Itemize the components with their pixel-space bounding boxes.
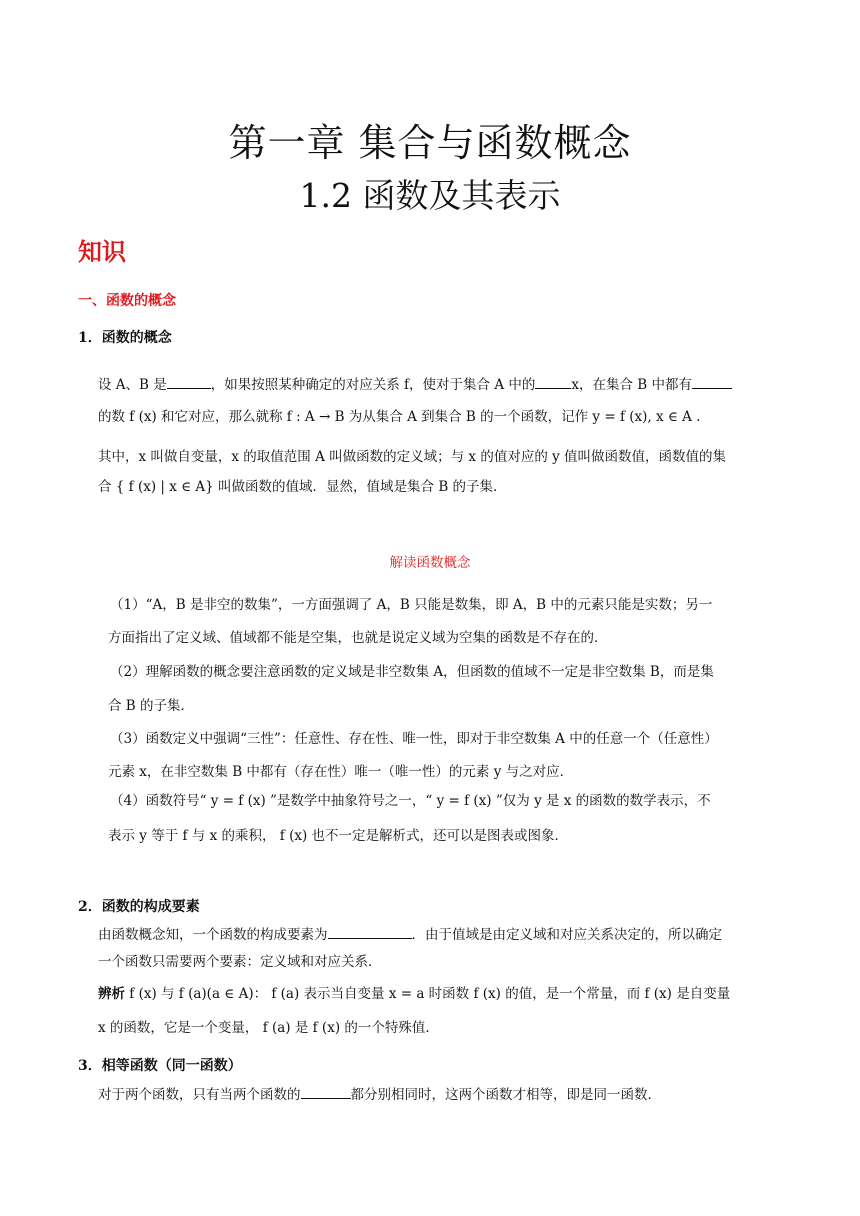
item3-heading: 3．相等函数（同一函数）	[78, 1058, 242, 1074]
item3-line1	[98, 1086, 661, 1103]
interpret-p1-line2: 方面指出了定义域、值域都不能是空集，也就是说定义域为空集的函数是不存在的．	[108, 630, 608, 646]
item2-line3	[98, 988, 730, 1002]
interpret-p3-line1: （3）函数定义中强调“三性”：任意性、存在性、唯一性，即对于非空数集 A 中的任意一个（任意性）	[110, 731, 718, 747]
item3-line1-a: 对于两个函数，只有当两个函数的	[98, 1087, 301, 1103]
part1-heading: 一、函数的概念	[78, 293, 176, 309]
item1-line1	[98, 376, 732, 393]
analysis-label: 辨析	[98, 986, 125, 1002]
item1-line3: 其中，x 叫做自变量，x 的取值范围 A 叫做函数的定义域；与 x 的值对应的 y 值叫做函数值，函数值的集	[98, 449, 727, 465]
item2-line2: 一个函数只需要两个要素：定义域和对应关系．	[98, 954, 382, 970]
item2-line1-a: 由函数概念知，一个函数的构成要素为	[98, 927, 328, 943]
item1-line2: 的数 f (x) 和它对应，那么就称 f : A → B 为从集合 A 到集合 B 的一个函数，记作 y = f (x), x ∈ A .	[98, 409, 701, 425]
blank-3	[692, 376, 732, 389]
interpret-p1-line1: （1）“A，B 是非空的数集”，一方面强调了 A，B 只能是数集，即 A，B 中的元素只能是实数；另一	[110, 597, 713, 613]
item2-line1	[98, 926, 722, 943]
chapter-title: 第一章 集合与函数概念	[228, 121, 632, 165]
blank-5	[301, 1086, 351, 1099]
interpret-p2-line1: （2）理解函数的概念要注意函数的定义域是非空数集 A，但函数的值域不一定是非空数集 B，而是集	[110, 664, 714, 680]
item1-heading: 1．函数的概念	[78, 330, 172, 346]
item2-line4: x 的函数，它是一个变量， f (a) 是 f (x) 的一个特殊值．	[98, 1020, 439, 1036]
interpret-p3-line2: 元素 x，在非空数集 B 中都有（存在性）唯一（唯一性）的元素 y 与之对应．	[108, 764, 574, 780]
item2-line3-rest: f (x) 与 f (a)(a ∈ A)： f (a) 表示当自变量 x = a 时函数 f (x) 的值，是一个常量，而 f (x) 是自变量	[125, 986, 731, 1002]
blank-1	[167, 376, 211, 389]
knowledge-heading: 知识	[78, 237, 126, 266]
item1-line1-c: x，在集合 B 中都有	[571, 377, 693, 393]
item1-line1-a: 设 A、B 是	[98, 377, 167, 393]
section-title: 1.2 函数及其表示	[299, 176, 561, 215]
blank-4	[328, 926, 412, 939]
item1-line4: 合 { f (x) | x ∈ A} 叫做函数的值域．显然，值域是集合 B 的子集．	[98, 479, 507, 495]
interpret-p4-line1: （4）函数符号“ y = f (x) ”是数学中抽象符号之一，“ y = f (x) ”仅为 y 是 x 的函数的数学表示，不	[110, 793, 711, 809]
interpret-p4-line2: 表示 y 等于 f 与 x 的乘积， f (x) 也不一定是解析式，还可以是图表或图象．	[108, 828, 569, 844]
item2-heading: 2．函数的构成要素	[78, 899, 200, 915]
interpret-p2-line2: 合 B 的子集．	[108, 698, 195, 714]
item1-line1-b: ，如果按照某种确定的对应关系 f，使对于集合 A 中的	[210, 377, 536, 393]
item3-line1-b: 都分别相同时，这两个函数才相等，即是同一函数．	[350, 1087, 661, 1103]
blank-2	[535, 376, 571, 389]
interpret-title: 解读函数概念	[389, 555, 471, 571]
item2-line1-b: ．由于值域是由定义域和对应关系决定的，所以确定	[411, 927, 722, 943]
